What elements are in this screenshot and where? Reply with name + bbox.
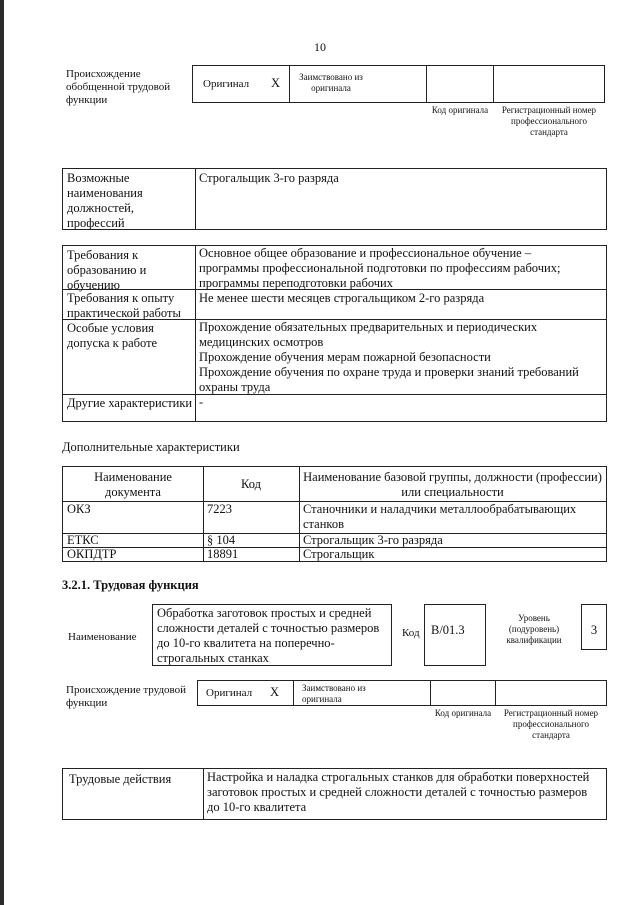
- origin-label: Происхождение обобщенной трудовой функции: [66, 68, 171, 106]
- req-special-label: Особые условия допуска к работе: [67, 321, 158, 350]
- actions-table: [62, 768, 607, 820]
- original-mark: X: [271, 76, 281, 90]
- positions-value: Строгальщик 3-го разряда: [199, 171, 339, 185]
- extra-row-etks-code: § 104: [207, 533, 236, 547]
- origin2-original-cell: [197, 680, 294, 706]
- extra-header-code: Код: [241, 477, 261, 491]
- req-special-value: Прохождение обязательных предварительных и периодических медицинских осмотров Прохождение обучения мерам пожарной безопасности Прохождение обучения по охране труда и проверки знаний требований охраны труда: [199, 320, 579, 394]
- origin2-original-mark: X: [270, 685, 280, 699]
- scan-edge: [0, 0, 4, 905]
- origin2-reg-cell: [495, 680, 607, 706]
- origin2-borrowed-cell: [293, 680, 431, 706]
- extra-row-okpdtr-code: 18891: [207, 547, 239, 561]
- requirements-table: [62, 245, 607, 422]
- extra-row-okpdtr-doc: ОКПДТР: [67, 547, 117, 561]
- extra-row-okz-doc: ОКЗ: [67, 502, 91, 516]
- origin2-code-cell: [430, 680, 496, 706]
- page-number: 10: [314, 40, 326, 54]
- origin2-borrowed-label: Заимствовано из оригинала: [302, 683, 366, 704]
- borrowed-label: Заимствовано из оригинала: [299, 72, 363, 93]
- origin-borrowed-cell: [289, 65, 427, 103]
- origin-code-label: Код оригинала: [431, 105, 489, 115]
- original-label: Оригинал: [203, 78, 250, 90]
- extra-row-okz-code: 7223: [207, 502, 232, 516]
- function-code-label: Код: [402, 627, 420, 639]
- origin-reg-label: Регистрационный номер профессионального стандарта: [501, 105, 597, 137]
- origin-original-cell: [192, 65, 290, 103]
- function-level-box: 3: [581, 604, 607, 650]
- origin-code-cell: [426, 65, 494, 103]
- function-code-box: B/01.3: [424, 604, 486, 666]
- extra-header-doc: Наименование документа: [94, 470, 172, 499]
- extra-row-okz-name: Станочники и наладчики металлообрабатывающих станков: [303, 502, 577, 531]
- function-name-label: Наименование: [68, 631, 137, 643]
- origin2-code-label: Код оригинала: [434, 708, 492, 718]
- function-level-label: Уровень (подуровень) квалификации: [506, 613, 562, 645]
- req-experience-label: Требования к опыту практической работы: [67, 291, 181, 320]
- extra-row-etks-doc: ЕТКС: [67, 533, 99, 547]
- origin2-original-label: Оригинал: [206, 687, 253, 699]
- req-education-value: Основное общее образование и профессиональное обучение – программы профессиональной подготовки по профессиям рабочих; программы переподготовки рабочих: [199, 246, 561, 290]
- positions-table: [62, 168, 607, 230]
- positions-label: Возможные наименования должностей, профессий: [67, 171, 143, 230]
- extra-row-etks-name: Строгальщик 3-го разряда: [303, 533, 443, 547]
- extra-header-name: Наименование базовой группы, должности (профессии) или специальности: [303, 470, 602, 499]
- extra-row-okpdtr-name: Строгальщик: [303, 547, 375, 561]
- req-other-value: -: [199, 395, 204, 409]
- actions-label: Трудовые действия: [69, 772, 172, 786]
- actions-value: Настройка и наладка строгальных станков для обработки поверхностей заготовок простых и средней сложности деталей с точностью размеров до 10-го квалитета: [207, 770, 590, 814]
- origin2-label: Происхождение трудовой функции: [66, 684, 187, 709]
- function-heading: 3.2.1. Трудовая функция: [62, 578, 199, 592]
- origin-reg-cell: [493, 65, 605, 103]
- req-education-label: Требования к образованию и обучению: [67, 248, 147, 292]
- req-experience-value: Не менее шести месяцев строгальщиком 2-го разряда: [199, 291, 485, 305]
- extra-table: [62, 466, 607, 562]
- function-name-box: Обработка заготовок простых и средней сложности деталей с точностью размеров до 10-го квалитета на поперечно-строгальных станках: [152, 604, 392, 666]
- origin2-reg-label: Регистрационный номер профессионального стандарта: [503, 708, 599, 740]
- extra-title: Дополнительные характеристики: [62, 440, 240, 454]
- req-other-label: Другие характеристики: [67, 396, 193, 410]
